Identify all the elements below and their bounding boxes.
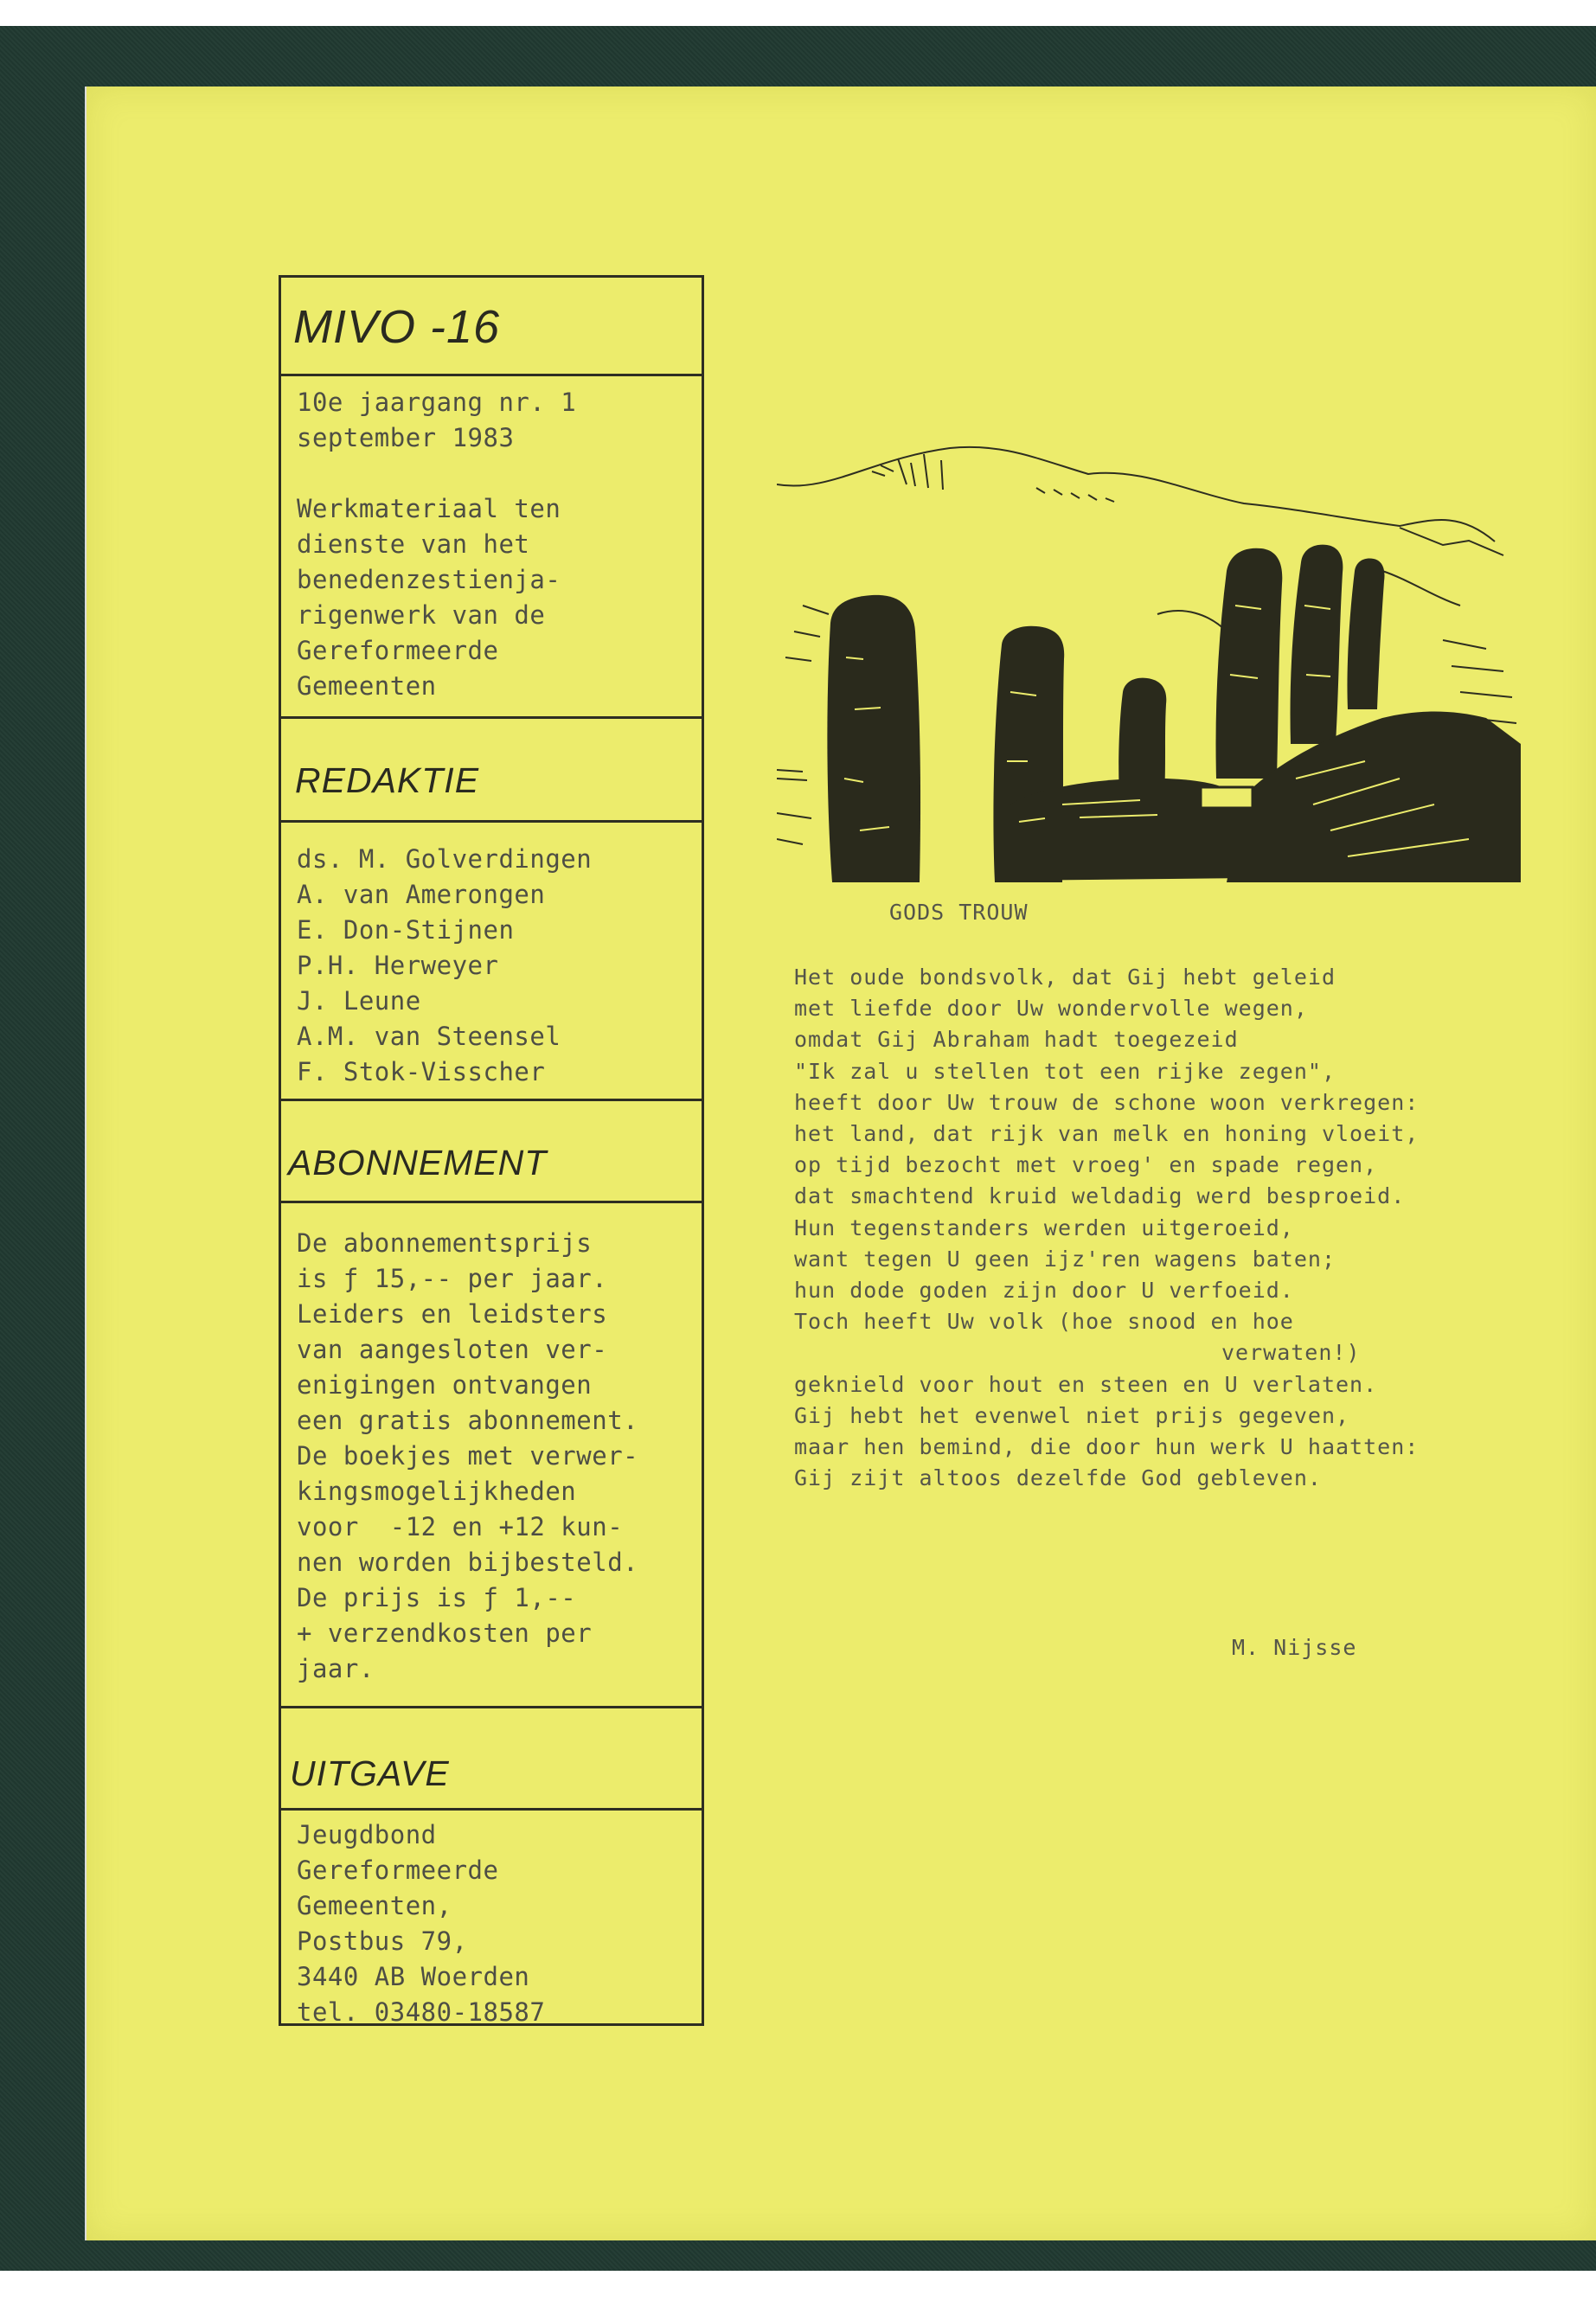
uitgave-line: Postbus 79, — [297, 1926, 468, 1956]
abonnement-line: nen worden bijbesteld. — [297, 1548, 639, 1577]
abonnement-line: voor -12 en +12 kun- — [297, 1512, 624, 1541]
abonnement-line: De abonnementsprijs — [297, 1228, 593, 1258]
standing-stones-drawing-icon — [777, 433, 1521, 882]
abonnement-heading: ABONNEMENT — [281, 1101, 702, 1203]
redaktie-list — [281, 823, 702, 1101]
colophon-box — [279, 275, 704, 2026]
intro-line: september 1983 — [297, 423, 515, 452]
poem-line: "Ik zal u stellen tot een rijke zegen", — [794, 1058, 1336, 1084]
intro-line: Gemeenten — [297, 671, 437, 701]
uitgave-line: Gemeenten, — [297, 1891, 452, 1920]
redaktie-heading: REDAKTIE — [281, 719, 702, 823]
poem-line: maar hen bemind, die door hun werk U haatten: — [794, 1434, 1420, 1460]
abonnement-line: is ƒ 15,-- per jaar. — [297, 1264, 608, 1293]
intro-line: rigenwerk van de — [297, 600, 546, 630]
redaktie-member: A.M. van Steensel — [297, 1022, 561, 1051]
poem-line: omdat Gij Abraham hadt toegezeid — [794, 1027, 1239, 1053]
redaktie-member: ds. M. Golverdingen — [297, 844, 593, 874]
intro-line: dienste van het — [297, 529, 530, 559]
poem-line: het land, dat rijk van melk en honing vloeit, — [794, 1121, 1420, 1147]
poem-line: want tegen U geen ijz'ren wagens baten; — [794, 1246, 1336, 1272]
redaktie-member: J. Leune — [297, 986, 421, 1016]
intro-block — [281, 376, 702, 719]
poem-line: Gij hebt het evenwel niet prijs gegeven, — [794, 1402, 1350, 1428]
uitgave-address — [281, 1811, 702, 2029]
poem-line: verwaten!) — [1221, 1340, 1361, 1366]
poem-author: M. Nijsse — [1232, 1635, 1357, 1660]
poem-line: met liefde door Uw wondervolle wegen, — [794, 996, 1308, 1022]
poem-body — [794, 962, 1521, 1494]
abonnement-line: Leiders en leidsters — [297, 1299, 608, 1329]
abonnement-line: enigingen ontvangen — [297, 1370, 593, 1400]
poem-line: Toch heeft Uw volk (hoe snood en hoe — [794, 1309, 1294, 1335]
poem-line: Hun tegenstanders werden uitgeroeid, — [794, 1215, 1294, 1240]
intro-line — [297, 456, 702, 491]
uitgave-line: 3440 AB Woerden — [297, 1962, 530, 1991]
poem-line: geknield voor hout en steen en U verlaten. — [794, 1371, 1378, 1397]
poem-line: op tijd bezocht met vroeg' en spade regen, — [794, 1152, 1378, 1178]
uitgave-line: tel. 03480-18587 — [297, 1997, 546, 2027]
poem-line: Gij zijt altoos dezelfde God gebleven. — [794, 1465, 1322, 1491]
abonnement-line: jaar. — [297, 1654, 375, 1683]
redaktie-member: F. Stok-Visscher — [297, 1057, 546, 1086]
poem-title: GODS TROUW — [889, 900, 1029, 925]
intro-line: benedenzestienja- — [297, 565, 561, 594]
abonnement-line: een gratis abonnement. — [297, 1406, 639, 1435]
poem-line: hun dode goden zijn door U verfoeid. — [794, 1278, 1294, 1304]
abonnement-line: kingsmogelijkheden — [297, 1477, 577, 1506]
poem-line: heeft door Uw trouw de schone woon verkregen: — [794, 1089, 1420, 1115]
abonnement-line: + verzendkosten per — [297, 1618, 593, 1648]
redaktie-member: A. van Amerongen — [297, 880, 546, 909]
uitgave-line: Jeugdbond — [297, 1820, 437, 1849]
abonnement-text — [281, 1203, 702, 1708]
uitgave-line: Gereformeerde — [297, 1856, 499, 1885]
abonnement-line: De boekjes met verwer- — [297, 1441, 639, 1471]
redaktie-member: E. Don-Stijnen — [297, 915, 515, 945]
intro-line: 10e jaargang nr. 1 — [297, 388, 577, 417]
redaktie-member: P.H. Herweyer — [297, 951, 499, 980]
magazine-title: MIVO -16 — [281, 278, 702, 376]
abonnement-line: van aangesloten ver- — [297, 1335, 608, 1364]
uitgave-heading: UITGAVE — [281, 1708, 702, 1811]
abonnement-line: De prijs is ƒ 1,-- — [297, 1583, 577, 1612]
poem-line: Het oude bondsvolk, dat Gij hebt geleid — [794, 965, 1336, 990]
poem-line: dat smachtend kruid weldadig werd besproeid. — [794, 1183, 1406, 1209]
intro-line: Gereformeerde — [297, 636, 499, 665]
intro-line: Werkmateriaal ten — [297, 494, 561, 523]
